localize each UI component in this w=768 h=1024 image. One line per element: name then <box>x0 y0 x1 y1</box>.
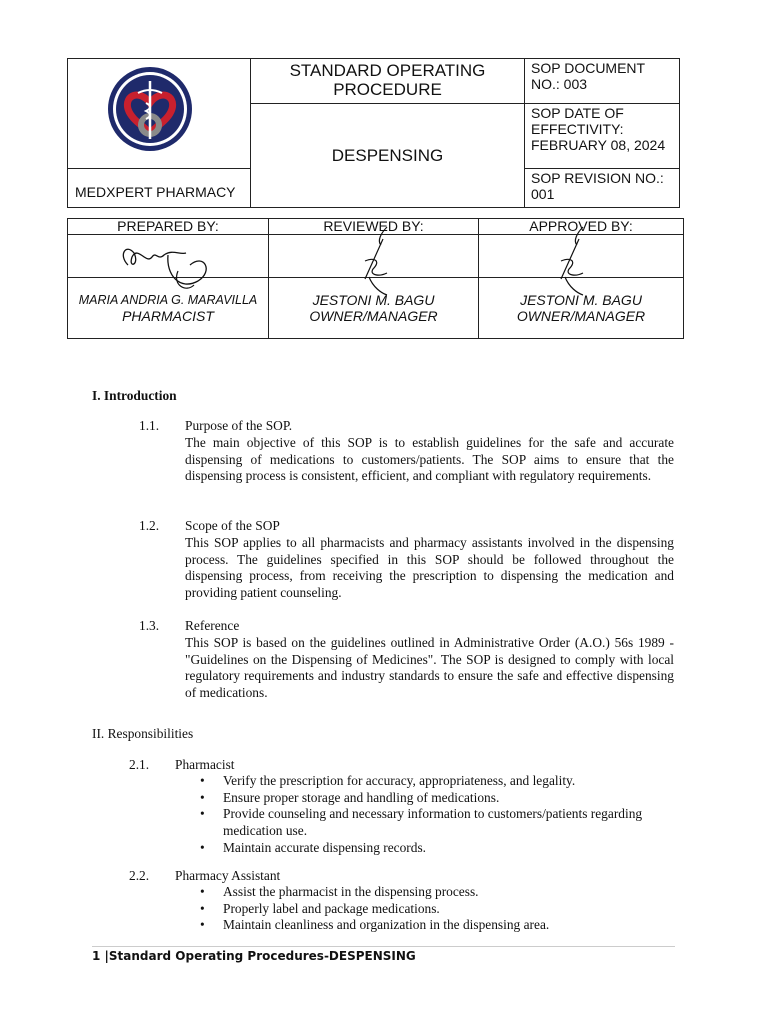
prepared-by-label: PREPARED BY: <box>68 219 269 235</box>
reviewed-by-label: REVIEWED BY: <box>269 219 479 235</box>
sop-title-cell <box>251 59 525 104</box>
list-item: • Properly label and package medications. <box>200 901 675 918</box>
list-item: • Assist the pharmacist in the dispensing process. <box>200 884 675 901</box>
paragraph: This SOP applies to all pharmacists and pharmacy assistants involved in the dispensing process. The guidelines specified in this SOP should be followed throughout the dispensing process, from receiving the prescription to dispensing the medication and providing patient counseling. <box>185 535 674 601</box>
prepared-by-name: MARIA ANDRIA G. MARAVILLA <box>78 293 258 307</box>
section-number: 1.1. <box>139 418 160 433</box>
sop-title-line1: STANDARD OPERATING <box>289 61 486 80</box>
list-item: • Provide counseling and necessary information to customers/patients regarding medication use. <box>200 806 675 839</box>
section-number: 1.2. <box>139 518 160 533</box>
section-number: 2.2. <box>129 868 150 883</box>
section-number: 2.1. <box>129 757 150 772</box>
prepared-by-role: PHARMACIST <box>122 308 214 324</box>
handwritten-signature <box>68 235 268 277</box>
approved-by-role: OWNER/MANAGER <box>516 308 646 324</box>
footer-divider <box>92 946 675 947</box>
bullet-list <box>200 884 675 934</box>
pharmacy-logo <box>68 59 250 163</box>
paragraph: The main objective of this SOP is to establish guidelines for the safe and accurate dispensing of medications to customers/patients. The SOP aims to ensure that the dispensing process is consistent, efficient, and compliant with regulatory requirements. <box>185 435 674 484</box>
list-item: • Maintain cleanliness and organization in the dispensing area. <box>200 917 675 934</box>
approved-by-label: APPROVED BY: <box>479 219 684 235</box>
list-item: • Verify the prescription for accuracy, appropriateness, and legality. <box>200 773 675 790</box>
list-item: • Maintain accurate dispensing records. <box>200 840 675 857</box>
approved-by-name: JESTONI M. BAGU <box>520 292 642 308</box>
signature-table <box>67 218 684 339</box>
subsection-title: Pharmacy Assistant <box>175 868 281 883</box>
reviewed-by-name: JESTONI M. BAGU <box>312 292 435 308</box>
sop-header-table <box>67 58 680 208</box>
revision-cell: SOP REVISION NO.: 001 <box>525 169 680 208</box>
logo-cell <box>68 59 251 169</box>
handwritten-signature <box>479 235 683 277</box>
subsection-title: Scope of the SOP <box>185 518 280 533</box>
sop-title-line2: PROCEDURE <box>333 80 442 99</box>
reviewed-by-signatory <box>269 278 479 339</box>
paragraph: This SOP is based on the guidelines outlined in Administrative Order (A.O.) 56s 1989 - "Guidelines on the Dispensing of Medicines". The SOP is designed to comply with local regulatory requirements and industry standards to ensure the safe and effective dispensing of medications. <box>185 635 674 701</box>
subsection-title: Purpose of the SOP. <box>185 418 293 433</box>
procedure-name: DESPENSING <box>251 104 525 208</box>
prepared-by-signatory <box>68 278 269 339</box>
doc-number-cell: SOP DOCUMENT NO.: 003 <box>525 59 680 104</box>
section-heading-introduction: I. Introduction <box>92 388 177 403</box>
reviewed-by-role: OWNER/MANAGER <box>309 308 438 324</box>
prepared-signature <box>68 235 269 278</box>
section-heading-responsibilities: II. Responsibilities <box>92 726 194 741</box>
approved-signature <box>479 235 684 278</box>
list-item: • Ensure proper storage and handling of medications. <box>200 790 675 807</box>
handwritten-signature <box>269 235 478 277</box>
effectivity-date-cell: SOP DATE OF EFFECTIVITY: FEBRUARY 08, 2024 <box>525 104 680 169</box>
page-footer: 1 |Standard Operating Procedures-DESPENSING <box>92 949 416 963</box>
subsection-title: Reference <box>185 618 240 633</box>
company-name: MEDXPERT PHARMACY <box>68 169 251 208</box>
section-number: 1.3. <box>139 618 160 633</box>
bullet-list <box>200 773 675 857</box>
subsection-title: Pharmacist <box>175 757 235 772</box>
approved-by-signatory <box>479 278 684 339</box>
reviewed-signature <box>269 235 479 278</box>
